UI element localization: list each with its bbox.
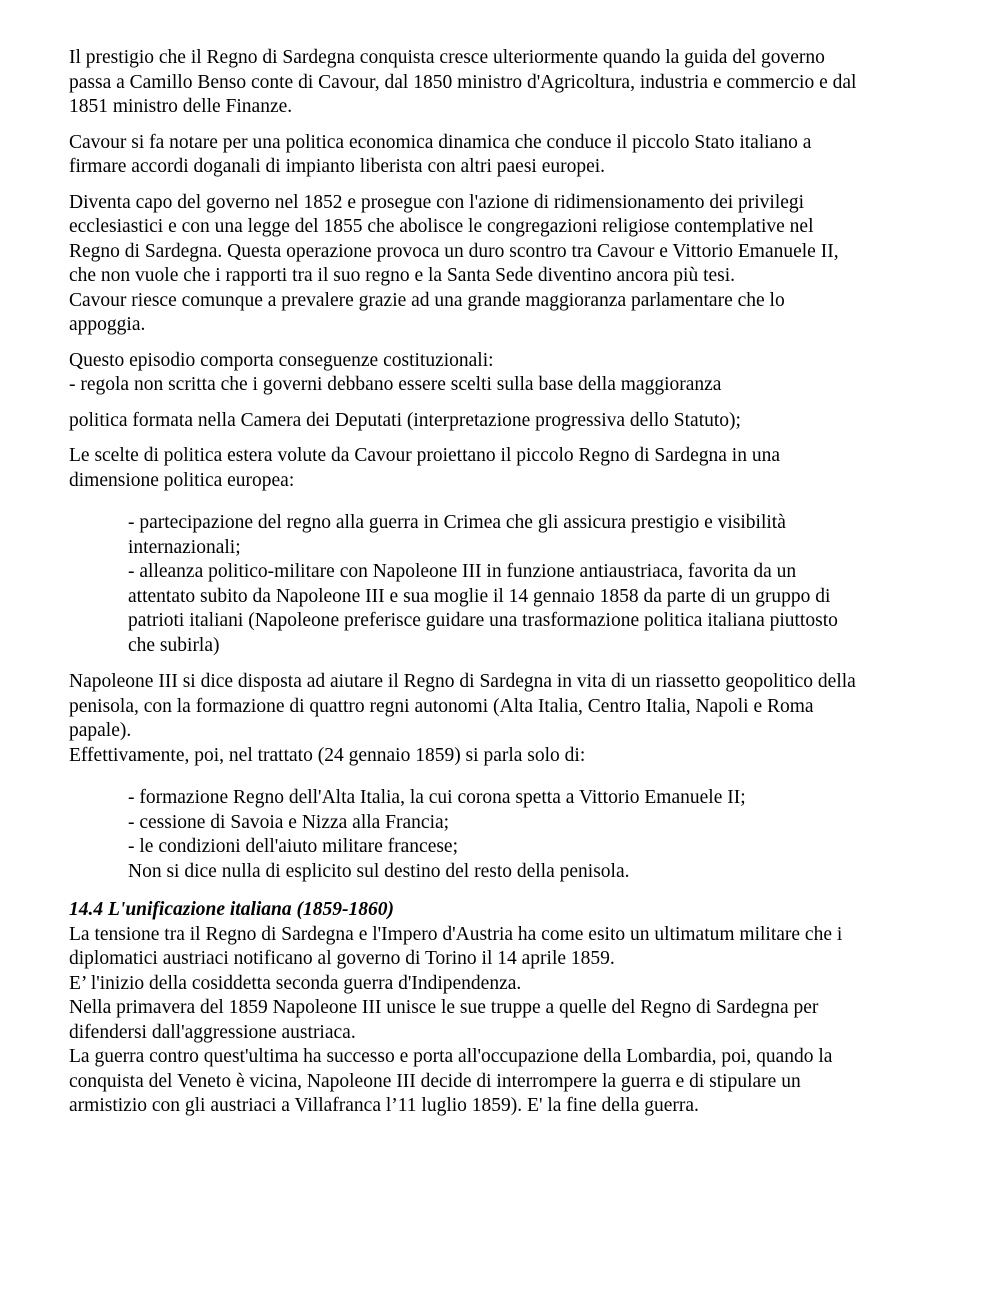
list-treaty-points: [69, 786, 931, 884]
text-line: politica formata nella Camera dei Deputati (interpretazione progressiva dello Statuto);: [69, 409, 741, 431]
text-line: Regno di Sardegna. Questa operazione provoca un duro scontro tra Cavour e Vittorio Emanuele II,: [69, 240, 839, 262]
text-line: Cavour riesce comunque a prevalere grazie ad una grande maggioranza parlamentare che lo: [69, 289, 785, 311]
list-item: patrioti italiani (Napoleone preferisce guidare una trasformazione politica italiana piuttosto: [128, 610, 838, 631]
text-line: Il prestigio che il Regno di Sardegna conquista cresce ulteriormente quando la guida del governo: [69, 47, 825, 68]
text-line: penisola, con la formazione di quattro regni autonomi (Alta Italia, Centro Italia, Napoli e Roma: [69, 695, 814, 717]
paragraph-foreign-policy: [69, 444, 931, 493]
list-foreign-policy-points: [69, 511, 931, 658]
paragraph-head-of-government: [69, 191, 931, 338]
section-heading: 14.4 L'unificazione italiana (1859-1860): [69, 899, 395, 920]
text-line: Cavour si fa notare per una politica economica dinamica che conduce il piccolo Stato italiano a: [69, 131, 812, 153]
section-unification: [69, 898, 931, 1119]
text-line: Diventa capo del governo nel 1852 e prosegue con l'azione di ridimensionamento dei privilegi: [69, 191, 805, 213]
paragraph-cavour-intro: [69, 46, 931, 120]
text-line: difendersi dall'aggressione austriaca.: [69, 1021, 356, 1043]
list-item: Non si dice nulla di esplicito sul destino del resto della penisola.: [128, 860, 630, 882]
text-line: dimensione politica europea:: [69, 469, 295, 491]
paragraph-chamber-of-deputies: [69, 409, 931, 434]
paragraph-economic-policy: [69, 131, 931, 180]
text-line: papale).: [69, 720, 132, 741]
text-line: Questo episodio comporta conseguenze costituzionali:: [69, 349, 494, 371]
list-item: - cessione di Savoia e Nizza alla Francia;: [128, 811, 450, 833]
text-line: La guerra contro quest'ultima ha successo e porta all'occupazione della Lombardia, poi, quando la: [69, 1046, 833, 1067]
list-item: - alleanza politico-militare con Napoleone III in funzione antiaustriaca, favorita da un: [128, 561, 797, 582]
list-item: - le condizioni dell'aiuto militare francese;: [128, 836, 459, 857]
text-line: Napoleone III si dice disposta ad aiutare il Regno di Sardegna in vita di un riassetto geopolitico della: [69, 671, 856, 692]
text-line: Nella primavera del 1859 Napoleone III unisce le sue truppe a quelle del Regno di Sardegna per: [69, 997, 819, 1018]
text-line: diplomatici austriaci notificano al governo di Torino il 14 aprile 1859.: [69, 948, 615, 969]
document-page: [69, 46, 931, 1119]
list-item: che subirla): [128, 634, 220, 656]
text-line: passa a Camillo Benso conte di Cavour, dal 1850 ministro d'Agricoltura, industria e commercio e dal: [69, 71, 857, 93]
list-item: internazionali;: [128, 536, 241, 558]
text-line: La tensione tra il Regno di Sardegna e l'Impero d'Austria ha come esito un ultimatum militare che i: [69, 923, 843, 945]
text-line: firmare accordi doganali di impianto liberista con altri paesi europei.: [69, 156, 606, 177]
list-item: attentato subito da Napoleone III e sua moglie il 14 gennaio 1858 da parte di un gruppo di: [128, 585, 831, 607]
text-line: - regola non scritta che i governi debbano essere scelti sulla base della maggioranza: [69, 374, 722, 395]
list-item: - formazione Regno dell'Alta Italia, la cui corona spetta a Vittorio Emanuele II;: [128, 787, 746, 808]
list-item: - partecipazione del regno alla guerra in Crimea che gli assicura prestigio e visibilità: [128, 512, 786, 533]
text-line: E’ l'inizio della cosiddetta seconda guerra d'Indipendenza.: [69, 972, 522, 994]
text-line: armistizio con gli austriaci a Villafranca l’11 luglio 1859). E' la fine della guerra.: [69, 1095, 699, 1116]
text-line: Effettivamente, poi, nel trattato (24 gennaio 1859) si parla solo di:: [69, 744, 586, 766]
paragraph-napoleon-support: [69, 670, 931, 768]
text-line: 1851 ministro delle Finanze.: [69, 96, 293, 117]
text-line: appoggia.: [69, 314, 146, 335]
paragraph-constitutional-consequences: [69, 349, 931, 398]
text-line: conquista del Veneto è vicina, Napoleone III decide di interrompere la guerra e di stipulare un: [69, 1070, 801, 1092]
text-line: che non vuole che i rapporti tra il suo regno e la Santa Sede diventino ancora più tesi.: [69, 265, 736, 286]
text-line: Le scelte di politica estera volute da Cavour proiettano il piccolo Regno di Sardegna in una: [69, 445, 780, 466]
text-line: ecclesiastici e con una legge del 1855 che abolisce le congregazioni religiose contemplative nel: [69, 216, 814, 237]
